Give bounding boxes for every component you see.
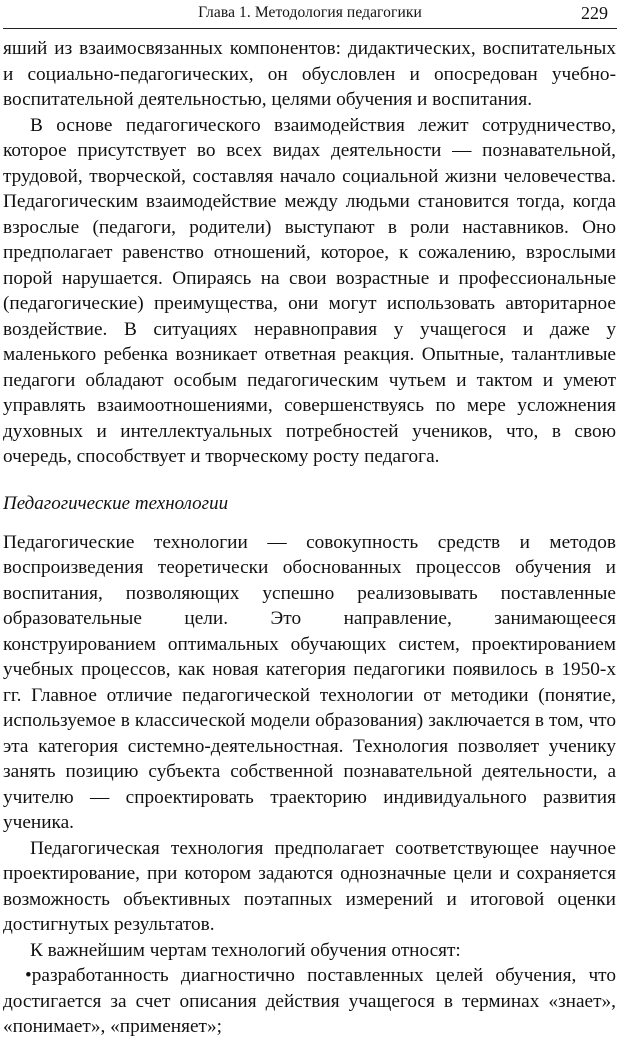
paragraph-design: Педагогическая технология предполагает соответствующее научное проектирование, при котором задаются однозначные цели и сохраняется возможность объективных поэтапных измерений и итоговой оценки достигнутых результатов. bbox=[3, 837, 616, 935]
page-header bbox=[0, 4, 620, 26]
bullet-item: •разработанность диагностично поставленных целей обучения, что достигается за счет описания действия учащегося в терминах «знает», «понимает», «применяет»; bbox=[3, 965, 616, 1037]
page-number: 229 bbox=[581, 3, 608, 23]
running-head: Глава 1. Методология педагогики bbox=[198, 4, 422, 21]
paragraph-continuation: яший из взаимосвязанных компонентов: дидактических, воспитательных и социально-педагогических, он обусловлен и опосредован учебно-воспитательной деятельностью, целями обучения и воспитания. bbox=[3, 38, 616, 110]
section-heading: Педагогические технологии bbox=[3, 492, 229, 514]
paragraph-interaction: В основе педагогического взаимодействия лежит сотрудничество, которое присутствует во всех видах деятельности — познавательной, трудовой, творческой, составляя начало социальной жизни человечества. Педагогическим взаимодействие между людьми становится тогда, когда взрослые (педагоги, родители) выступают в роли наставников. Оно предполагает равенство отношений, которое, к сожалению, взрослыми порой нарушается. Опираясь на свои возрастные и профессиональные (педагогические) преимущества, они могут использовать авторитарное воздействие. В ситуациях неравноправия у учащегося и даже у маленького ребенка возникает ответная реакция. Опытные, талантливые педагоги обладают особым педагогическим чутьем и тактом и умеют управлять взаимоотношениями, совершенствуясь по мере усложнения духовных и интеллектуальных потребностей учеников, что, в свою очередь, способствует и творческому росту педагога. bbox=[3, 114, 616, 467]
paragraph-definition: Педагогические технологии — совокупность средств и методов воспроизведения теоретически обоснованных процессов обучения и воспитания, позволяющих успешно реализовывать поставленные образовательные цели. Это направление, занимающееся конструированием оптимальных обучающих систем, проектированием учебных процессов, как новая категория педагогики появилось в 1950-х гг. Главное отличие педагогической технологии от методики (понятие, используемое в классической модели образования) заключается в том, что эта категория системно-деятельностная. Технология позволяет ученику занять позицию субъекта собственной познавательной деятельности, а учителю — спроектировать траекторию индивидуального развития ученика. bbox=[3, 531, 616, 833]
page-body bbox=[3, 36, 616, 1040]
header-rule bbox=[3, 28, 617, 29]
paragraph-features-intro: К важнейшим чертам технологий обучения относят: bbox=[30, 939, 461, 961]
